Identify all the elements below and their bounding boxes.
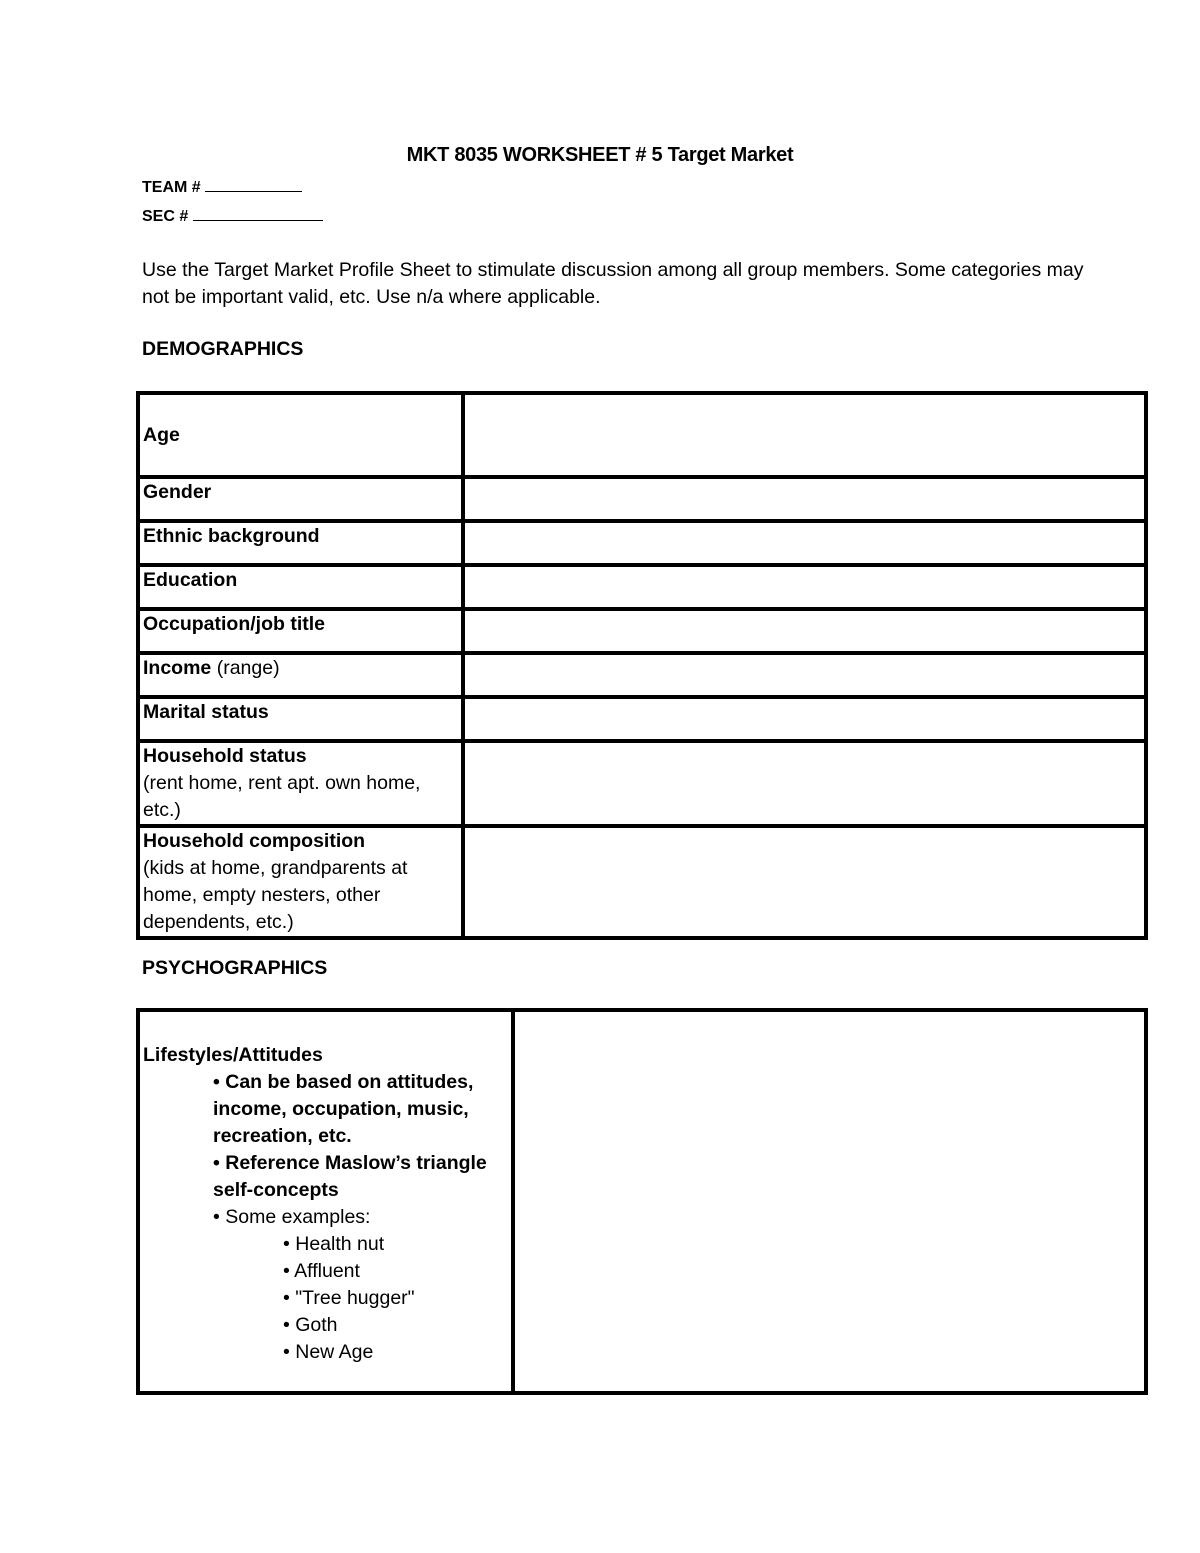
table-row bbox=[138, 393, 1146, 477]
psychographics-table bbox=[136, 1008, 1148, 1395]
row-label: Gender bbox=[138, 477, 463, 521]
sec-input-line[interactable] bbox=[193, 206, 323, 221]
row-label: Income (range) bbox=[138, 653, 463, 697]
ethnic-background-value-cell[interactable] bbox=[463, 521, 1146, 565]
list-item: • Some examples: bbox=[213, 1206, 371, 1228]
list-item: • Reference Maslow’s triangle self-concepts bbox=[213, 1152, 487, 1201]
team-label: TEAM # bbox=[142, 179, 201, 196]
row-label: Marital status bbox=[138, 697, 463, 741]
table-row bbox=[138, 653, 1146, 697]
row-label: Ethnic background bbox=[138, 521, 463, 565]
lifestyles-label-cell bbox=[138, 1010, 513, 1393]
page-title: MKT 8035 WORKSHEET # 5 Target Market bbox=[406, 144, 794, 166]
demographics-table bbox=[136, 391, 1148, 940]
sec-label: SEC # bbox=[142, 208, 189, 225]
list-item: • "Tree hugger" bbox=[283, 1287, 415, 1309]
lifestyles-value-cell[interactable] bbox=[513, 1010, 1146, 1393]
psychographics-heading: PSYCHOGRAPHICS bbox=[142, 957, 328, 979]
household-status-value-cell[interactable] bbox=[463, 741, 1146, 826]
table-row bbox=[138, 826, 1146, 938]
gender-value-cell[interactable] bbox=[463, 477, 1146, 521]
row-label: Age bbox=[138, 393, 463, 477]
list-item: • Goth bbox=[283, 1314, 338, 1336]
sec-field bbox=[142, 206, 323, 226]
income-value-cell[interactable] bbox=[463, 653, 1146, 697]
table-row bbox=[138, 609, 1146, 653]
marital-status-value-cell[interactable] bbox=[463, 697, 1146, 741]
team-input-line[interactable] bbox=[205, 177, 302, 192]
table-row bbox=[138, 697, 1146, 741]
age-value-cell[interactable] bbox=[463, 393, 1146, 477]
row-label: Education bbox=[138, 565, 463, 609]
table-row bbox=[138, 1010, 1146, 1393]
education-value-cell[interactable] bbox=[463, 565, 1146, 609]
demographics-heading: DEMOGRAPHICS bbox=[142, 338, 304, 360]
occupation-value-cell[interactable] bbox=[463, 609, 1146, 653]
list-item: • New Age bbox=[283, 1341, 374, 1363]
list-item: • Affluent bbox=[283, 1260, 360, 1282]
table-row bbox=[138, 741, 1146, 826]
table-row bbox=[138, 521, 1146, 565]
household-composition-value-cell[interactable] bbox=[463, 826, 1146, 938]
list-item: • Can be based on attitudes, income, occupation, music, recreation, etc. bbox=[213, 1071, 474, 1147]
row-label: Occupation/job title bbox=[138, 609, 463, 653]
list-item: • Health nut bbox=[283, 1233, 385, 1255]
team-field bbox=[142, 177, 302, 197]
instructions-text: Use the Target Market Profile Sheet to stimulate discussion among all group members. Some categories may not be important valid, etc. Use n/a where applicable. bbox=[142, 259, 1084, 308]
table-row bbox=[138, 565, 1146, 609]
row-label: Household composition (kids at home, grandparents at home, empty nesters, other dependents, etc.) bbox=[138, 826, 463, 938]
lifestyles-label: Lifestyles/Attitudes bbox=[143, 1044, 323, 1066]
row-label: Household status (rent home, rent apt. own home, etc.) bbox=[138, 741, 463, 826]
table-row bbox=[138, 477, 1146, 521]
